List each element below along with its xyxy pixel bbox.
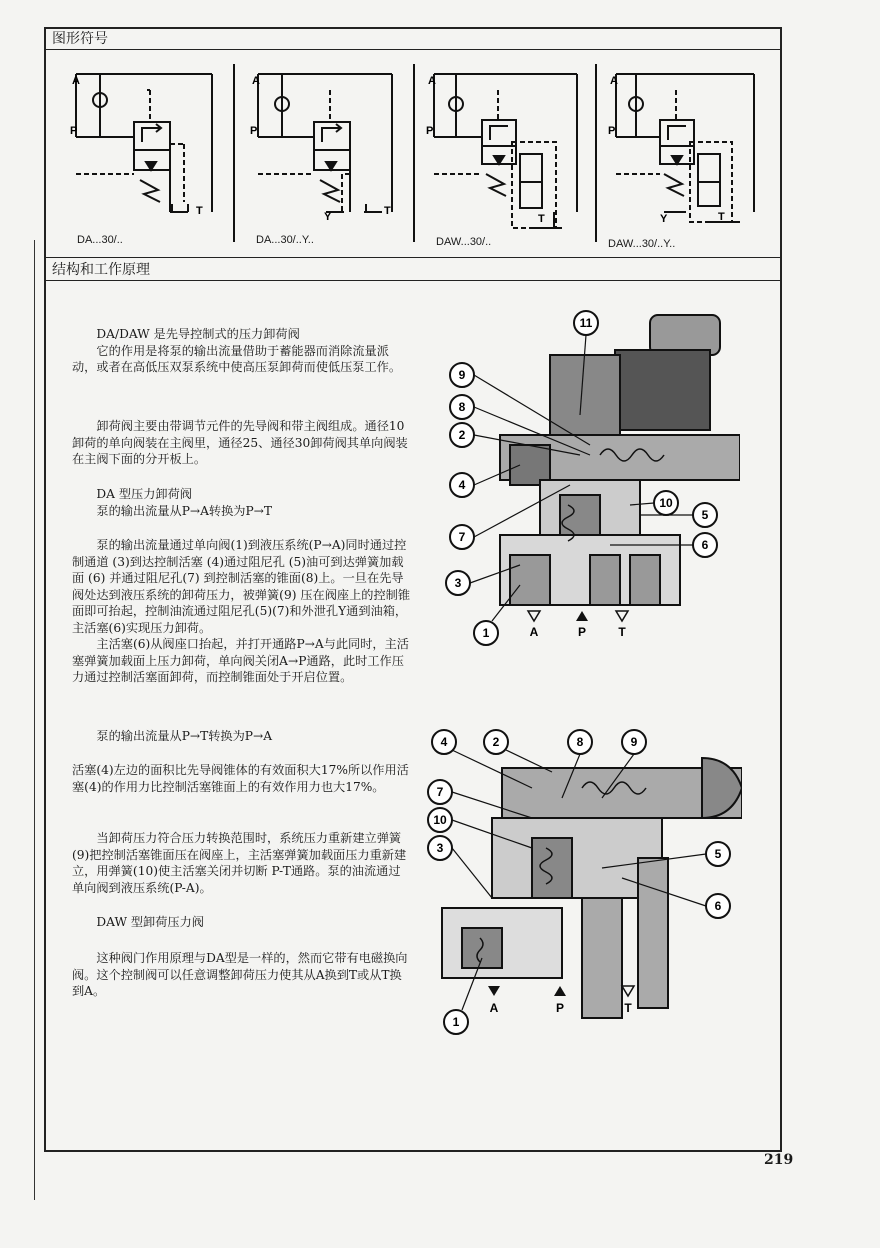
symbol-label: DA...30/.. [77,234,123,246]
paragraph: 主活塞(6)从阀座口抬起，并打开通路P→A与此同时，主活塞弹簧加载面上压力卸荷，单向阀关闭A→P通路，此时工作压力通过控制活塞面卸荷，而控制锥面处于开启位置。 [72,637,409,684]
callout-number: 8 [458,400,466,414]
port-a-label: A [252,75,260,87]
text-piston-area [72,762,412,795]
port-label: P [577,625,587,639]
port-p-label: P [608,125,616,137]
text-pt-to-pa [72,728,412,745]
text-daw-heading [72,914,412,931]
port-p-label: P [70,125,78,137]
port-y-label: Y [660,213,668,225]
text-daw-operation [72,950,412,1000]
port-y-label: Y [324,211,332,223]
callout-number: 9 [630,735,638,749]
section-header-symbols: 图形符号 [46,28,780,50]
paragraph: 当卸荷压力符合压力转换范围时，系统压力重新建立弹簧(9)把控制活塞锥面压在阀座上，主活塞弹簧加载面压力重新建立，用弹簧(10)使主活塞关闭并切断 P-T通路。泵的油流通过单向阀到液压系统(P-A)。 [72,831,407,895]
callout-number: 6 [714,899,722,913]
figure-da-cross-section [422,728,742,1040]
hydraulic-symbol-daw [412,62,587,250]
text-da-operation [72,537,412,686]
port-t-label: T [538,213,545,225]
port-t-label: T [718,211,725,223]
callout-number: 4 [440,735,448,749]
port-label: T [624,1001,632,1015]
subheading: 泵的输出流量从P→T转换为P→A [96,729,273,743]
port-a-label: A [428,75,436,87]
callout-number: 2 [492,735,500,749]
port-label: A [529,625,539,639]
port-label: A [489,1001,499,1015]
subheading: DAW 型卸荷压力阀 [96,915,204,929]
port-p-label: P [250,125,258,137]
symbol-label: DAW...30/.. [436,236,492,248]
port-a-label: A [610,75,618,87]
paragraph: 泵的输出流量通过单向阀(1)到液压系统(P→A)同时通过控制通道 (3)到达控制活塞 (4)通过阻尼孔 (5)油可到达弹簧加载面 (6) 并通过阻尼孔(7) 到控制活塞的锥面(8)上。一旦在先导阀处达到液压系统的卸荷压力，被弹簧(9) 压在阀座上的控制锥面即可抬起，控制油流通过阻尼孔(5)(7)和外泄孔Y通到油箱，主活塞(6)实现压力卸荷。 [72,538,411,635]
callout-number: 1 [482,626,490,640]
callout-number: 10 [659,496,673,510]
callout-number: 5 [701,508,709,522]
callout-number: 6 [701,538,709,552]
paragraph: 活塞(4)左边的面积比先导阀锥体的有效面积大17%所以作用活塞(4)的作用力比控制活塞锥面上的有效作用力也大17%。 [72,763,409,794]
callout-number: 4 [458,478,466,492]
port-label: P [555,1001,565,1015]
callout-number: 9 [458,368,466,382]
callout-number: 7 [458,530,466,544]
callout-number: 10 [433,813,447,827]
text-rebuild [72,830,412,896]
paragraph: 卸荷阀主要由带调节元件的先导阀和带主阀组成。通径10卸荷的单向阀装在主阀里，通径25、通径30卸荷阀其单向阀装在主阀下面的分开板上。 [72,419,408,466]
symbol-label: DAW...30/..Y.. [608,238,676,250]
subheading: DA 型压力卸荷阀 [96,487,192,501]
callout-number: 11 [579,316,593,330]
paragraph: DA/DAW 是先导控制式的压力卸荷阀 [96,327,300,341]
callout-number: 5 [714,847,722,861]
text-composition [72,418,412,468]
port-t-label: T [384,205,391,217]
hydraulic-symbol-da [62,62,222,250]
port-label: T [618,625,626,639]
port-a-label: A [72,75,80,87]
port-t-label: T [196,205,203,217]
figure-daw-cross-section [440,305,740,650]
hydraulic-symbol-daw-y [594,62,764,250]
section-header-structure: 结构和工作原理 [46,257,780,281]
binding-edge [34,240,35,1200]
port-p-label: P [426,125,434,137]
callout-number: 3 [454,576,462,590]
callout-number: 7 [436,785,444,799]
callout-number: 8 [576,735,584,749]
callout-number: 3 [436,841,444,855]
text-da-heading [72,486,412,519]
page-number: 219 [764,1152,794,1168]
text-intro [72,326,412,376]
callout-number: 1 [452,1015,460,1029]
subheading: 泵的输出流量从P→A转换为P→T [96,503,273,518]
symbol-label: DA...30/..Y.. [256,234,314,246]
callout-number: 2 [458,428,466,442]
hydraulic-symbol-da-y [232,62,402,250]
paragraph: 这种阀门作用原理与DA型是一样的，然而它带有电磁换向阀。这个控制阀可以任意调整卸荷压力使其从A换到T或从T换到A。 [72,951,408,998]
paragraph: 它的作用是将泵的输出流量借助于蓄能器而消除流量派动，或者在高低压双泵系统中使高压泵卸荷而使低压泵工作。 [72,343,402,374]
